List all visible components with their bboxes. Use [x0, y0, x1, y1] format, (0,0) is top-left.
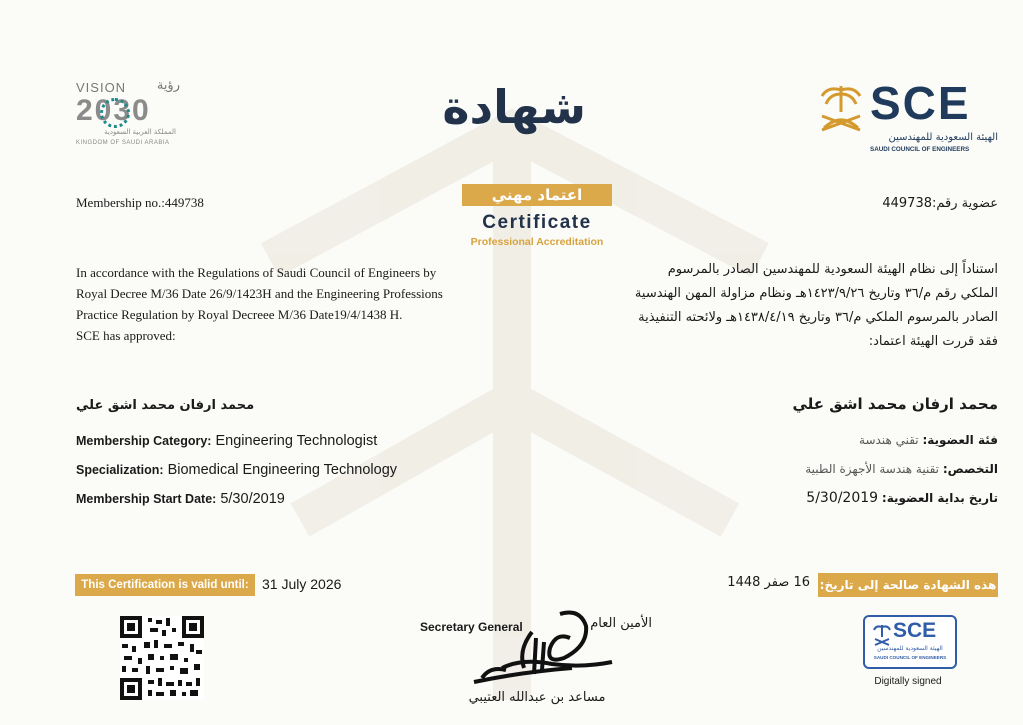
signature-title-en: Secretary General [420, 620, 523, 634]
vision-text: VISION [76, 80, 127, 95]
intro-en-line-2: Royal Decree M/36 Date 26/9/1423H and the Engineering Professions [76, 286, 443, 301]
membership-number-en [76, 195, 204, 211]
details-en [76, 427, 516, 514]
membership-label-en: Membership no.: [76, 195, 165, 210]
title-arabic: شهادة [442, 80, 586, 134]
intro-ar-line-3: الصادر بالمرسوم الملكي م/٣٦ وتاريخ ١٤٣٨/٤/١٩هـ ولائحته التنفيذية [638, 310, 998, 325]
title-english-sub: Professional Accreditation [470, 236, 604, 248]
detail-ar-start-date: تاريخ بداية العضوية: 5/30/2019 [806, 490, 998, 506]
intro-ar-line-4: فقد قررت الهيئة اعتماد: [868, 334, 998, 349]
signature-title-ar: الأمين العام [590, 616, 652, 631]
membership-number-ar [800, 196, 998, 211]
qr-code [120, 616, 204, 700]
signature-name-ar: مساعد بن عبدالله العتيبي [468, 690, 606, 705]
intro-ar-line-1: استناداً إلى نظام الهيئة السعودية للمهندسين الصادر بالمرسوم [667, 262, 998, 277]
membership-value-ar: 449738 [882, 196, 932, 211]
vision-emblem-icon [100, 98, 130, 128]
kingdom-arabic: المملكة العربية السعودية [104, 128, 176, 136]
signature-mark [462, 608, 618, 690]
digitally-signed-label: Digitally signed [874, 676, 942, 687]
intro-paragraph-ar [540, 258, 998, 354]
validity-date-en: 31 July 2026 [262, 576, 342, 592]
validity-label-ar: هذه الشهادة صالحة إلى تاريخ: [818, 573, 998, 597]
intro-en-line-4: SCE has approved: [76, 328, 176, 343]
intro-paragraph-en [76, 262, 516, 346]
sce-logo-letters: SCE [870, 77, 971, 129]
membership-label-ar: عضوية رقم: [932, 196, 998, 211]
title-english: Certificate [482, 212, 592, 233]
palm-swords-icon [818, 82, 864, 134]
validity-date-ar: 16 صفر 1448 [727, 575, 810, 590]
holder-name-left: محمد ارفان محمد اشق علي [76, 398, 255, 413]
detail-en-start-date: Membership Start Date: 5/30/2019 [76, 491, 285, 507]
membership-value-en: 449738 [164, 195, 204, 210]
sce-logo-name-ar: الهيئة السعودية للمهندسين [888, 132, 998, 143]
vision-arabic: رؤية [156, 78, 180, 93]
details-ar [640, 426, 998, 513]
vision-year: 2030 [76, 94, 151, 127]
intro-en-line-3: Practice Regulation by Royal Decreee M/36 Date19/4/1438 H. [76, 307, 403, 322]
seal-logo-letters: SCE [893, 619, 937, 642]
detail-en-category: Membership Category: Engineering Technologist [76, 433, 378, 449]
intro-en-line-1: In accordance with the Regulations of Saudi Council of Engineers by [76, 265, 437, 280]
sce-logo-name-en: SAUDI COUNCIL OF ENGINEERS [870, 146, 970, 153]
holder-name-right: محمد ارفان محمد اشق علي [792, 395, 998, 413]
intro-ar-line-2: الملكي رقم م/٣٦ وتاريخ ١٤٢٣/٩/٢٦هـ ونظام مزاولة المهن الهندسية [634, 286, 998, 301]
sce-logo [818, 76, 1003, 156]
validity-label-en: This Certification is valid until: [75, 574, 255, 596]
detail-ar-specialization: التخصص: تقنية هندسة الأجهزة الطبية [805, 462, 998, 476]
seal-palm-icon [873, 623, 891, 647]
seal-logo-en: SAUDI COUNCIL OF ENGINEERS [873, 655, 947, 660]
seal-logo-ar: الهيئة السعودية للمهندسين [877, 645, 943, 652]
detail-ar-category: فئة العضوية: تقني هندسة [859, 433, 998, 447]
digital-seal-logo [863, 615, 957, 669]
title-subtitle-ar: اعتماد مهني [462, 184, 612, 206]
vision-2030-logo [76, 80, 186, 150]
detail-en-specialization: Specialization: Biomedical Engineering Technology [76, 462, 398, 478]
kingdom-english: KINGDOM OF SAUDI ARABIA [76, 140, 170, 146]
